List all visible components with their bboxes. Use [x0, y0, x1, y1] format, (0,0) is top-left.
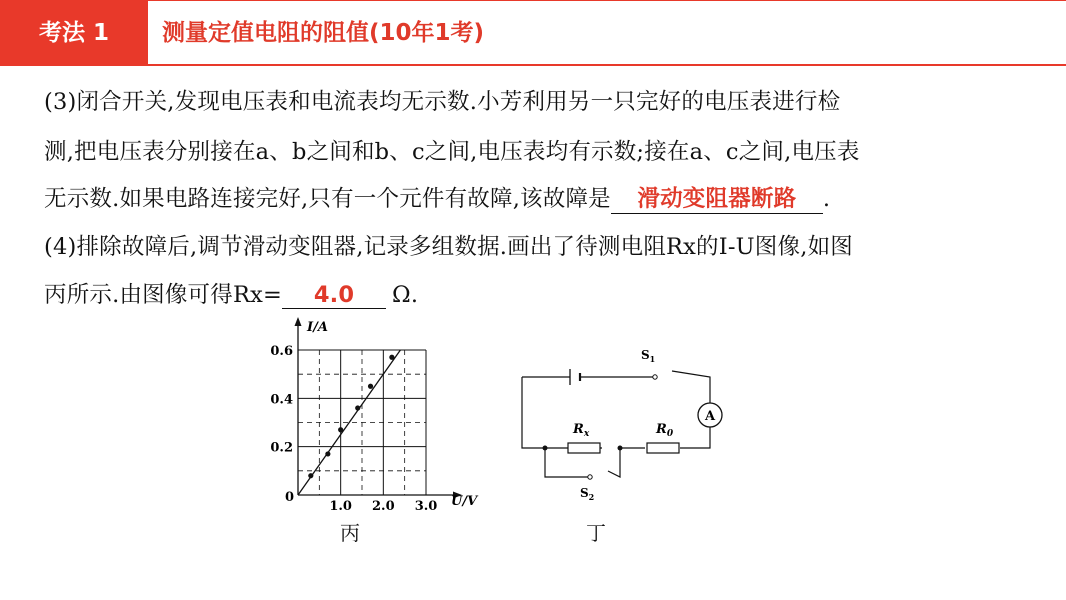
origin-label: 0 [284, 490, 294, 505]
question-line-3-text: 无示数.如果电路连接完好,只有一个元件有故障,该故障是 [44, 186, 611, 212]
answer-resistance: 4.0 [313, 282, 355, 308]
rx-resistor [568, 443, 600, 453]
junction-right [618, 446, 623, 451]
section-title: 测量定值电阻的阻值(10年1考) [162, 20, 485, 46]
data-point [355, 405, 360, 410]
y-tick-label: 0.6 [270, 344, 293, 359]
answer-blank-1 [611, 181, 823, 214]
data-point [389, 355, 394, 360]
x-tick-label: 2.0 [372, 499, 395, 514]
y-tick-label: 0.2 [270, 440, 293, 456]
iu-graph [265, 315, 505, 515]
circuit-caption: 丁 [586, 521, 606, 545]
question-line-3 [44, 181, 830, 214]
graph-caption: 丙 [340, 521, 360, 545]
question-line-5 [44, 277, 418, 309]
s2-contact [588, 475, 592, 479]
s2-label: $S_2$ [580, 486, 595, 502]
graph-grid [298, 350, 426, 495]
x-axis-label: U/V [451, 494, 478, 509]
x-tick-label: 1.0 [329, 499, 352, 514]
data-point [368, 384, 373, 389]
y-tick-labels [270, 344, 293, 456]
s1-contact [653, 375, 657, 379]
r0-resistor [647, 443, 679, 453]
top-wire [522, 371, 710, 448]
y-axis-arrow [295, 317, 302, 326]
header [0, 0, 1066, 66]
data-point [308, 473, 313, 478]
y-tick-label: 0.4 [270, 392, 293, 408]
data-point [325, 451, 330, 456]
y-axis-label: I/A [307, 320, 328, 335]
rx-label: $R_x$ [573, 422, 590, 439]
answer-fault: 滑动变阻器断路 [637, 186, 797, 212]
s1-label: $S_1$ [641, 348, 656, 364]
question-line-3-end: . [822, 186, 831, 212]
data-points [308, 355, 394, 479]
question-line-2: 测,把电压表分别接在a、b之间和b、c之间,电压表均有示数;接在a、c之间,电压表 [44, 139, 860, 165]
circuit-diagram [510, 345, 740, 505]
question-line-4: (4)排除故障后,调节滑动变阻器,记录多组数据.画出了待测电阻Rx的I-U图像,如图 [44, 234, 853, 260]
x-tick-labels [329, 499, 437, 514]
ammeter-label: A [704, 409, 716, 424]
data-point [338, 427, 343, 432]
fit-line [298, 350, 400, 495]
r0-label: $R_0$ [656, 422, 674, 439]
header-divider [148, 64, 1066, 66]
answer-blank-2 [282, 282, 386, 309]
question-line-5-unit: Ω. [392, 282, 419, 308]
junction-left [543, 446, 548, 451]
x-tick-label: 3.0 [414, 499, 438, 514]
method-tag: 考法 1 [0, 0, 148, 66]
question-line-1: (3)闭合开关,发现电压表和电流表均无示数.小芳利用另一只完好的电压表进行检 [44, 89, 841, 115]
question-line-5-text: 丙所示.由图像可得Rx= [44, 282, 283, 308]
